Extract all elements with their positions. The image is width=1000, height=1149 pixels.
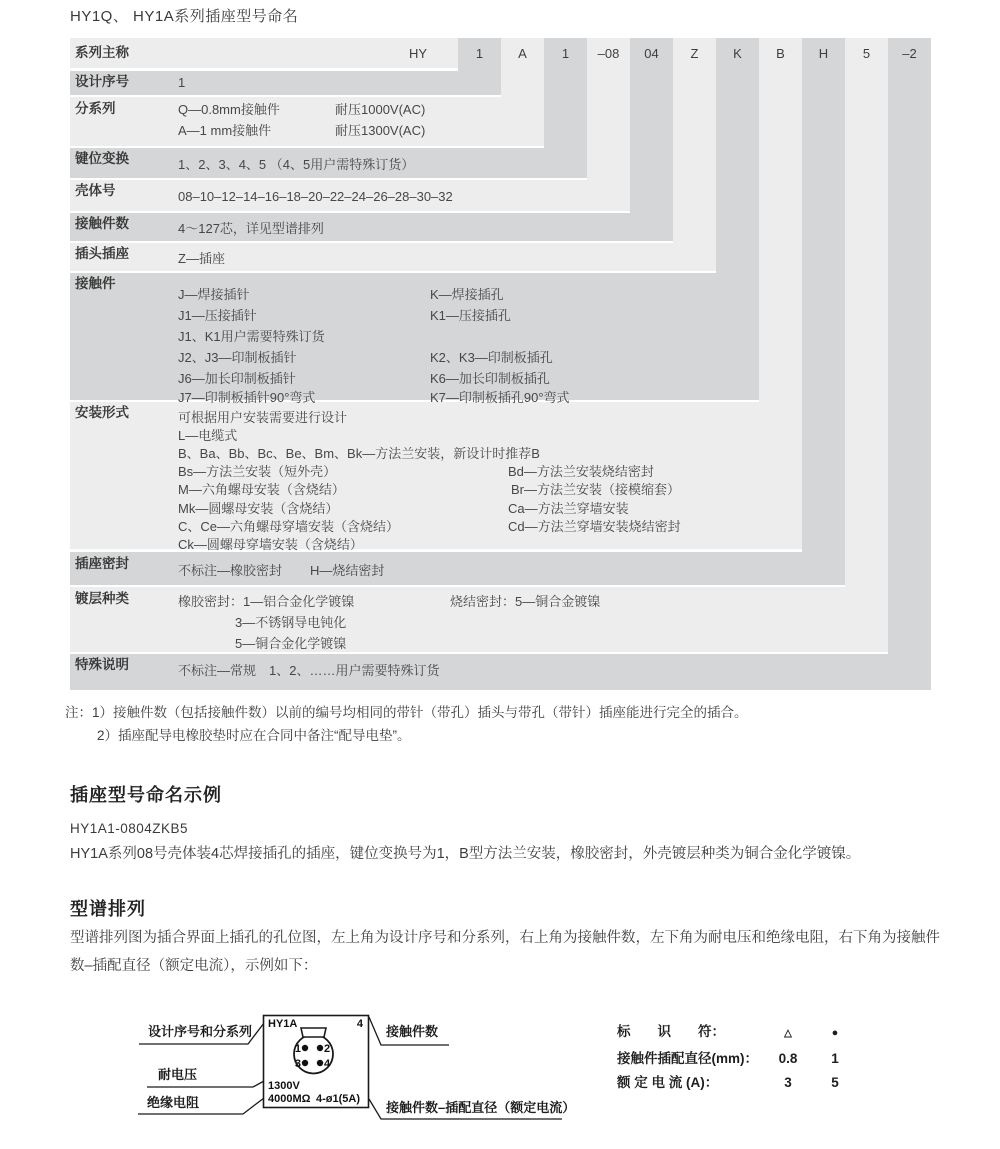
contact-type-line: K7—印制板插孔90°弯式 bbox=[430, 390, 570, 405]
special-note-value: 不标注—常规 1、2、……用户需要特殊订货 bbox=[178, 663, 440, 678]
label-withstand-voltage: 耐电压 bbox=[158, 1067, 198, 1082]
page-title: HY1Q、 HY1A系列插座型号命名 bbox=[70, 8, 299, 25]
connector-key-notch bbox=[301, 1028, 326, 1037]
contact-type-line: K1—压接插孔 bbox=[430, 308, 511, 323]
contact-type-line: J7—印制板插针90°弯式 bbox=[178, 390, 316, 405]
diagram-voltage-value: 1300V bbox=[268, 1080, 300, 1092]
key-position-value: 1、2、3、4、5 （4、5用户需特殊订货） bbox=[178, 157, 415, 172]
diagram-resistance-value: 4000MΩ bbox=[268, 1093, 311, 1105]
pin-dot bbox=[302, 1045, 308, 1051]
mounting-line: Ca—方法兰穿墙安装 bbox=[508, 501, 629, 516]
row-label-mounting: 安装形式 bbox=[75, 405, 129, 420]
contact-type-line: J2、J3—印制板插针 bbox=[178, 350, 297, 365]
code-part: 5 bbox=[862, 46, 871, 61]
footnote-2: 2）插座配导电橡胶垫时应在合同中备注“配导电垫”。 bbox=[97, 728, 411, 743]
mounting-line: B、Ba、Bb、Bc、Be、Bm、Bk—方法兰安装，新设计时推荐B bbox=[178, 446, 540, 461]
pin-number: 4 bbox=[324, 1058, 331, 1070]
plating-line: 3—不锈钢导电钝化 bbox=[235, 615, 347, 630]
code-part: K bbox=[733, 46, 742, 61]
contact-type-line: J1—压接插针 bbox=[178, 308, 257, 323]
row-label-key-position: 键位变换 bbox=[75, 151, 129, 166]
code-part: –08 bbox=[597, 46, 620, 61]
legend-diameter-label: 接触件插配直径(mm)： bbox=[617, 1051, 758, 1066]
example-model-number: HY1A1-0804ZKB5 bbox=[70, 821, 189, 836]
example-description: HY1A系列08号壳体装4芯焊接插孔的插座，键位变换号为1，B型方法兰安装，橡胶密封，外壳镀层种类为铜合金化学镀镍。 bbox=[70, 846, 861, 862]
pin-number: 1 bbox=[294, 1043, 301, 1055]
legend-triangle-symbol: △ bbox=[784, 1028, 792, 1039]
plating-line: 橡胶密封：1—铝合金化学镀镍 bbox=[178, 594, 355, 609]
code-part: 1 bbox=[475, 46, 484, 61]
code-part: Z bbox=[690, 46, 699, 61]
label-contact-spec: 接触件数–插配直径（额定电流） bbox=[386, 1100, 576, 1115]
row-label-contact-count: 接触件数 bbox=[75, 216, 129, 231]
code-part: –2 bbox=[902, 46, 917, 61]
shell-number-value: 08–10–12–14–16–18–20–22–24–26–28–30–32 bbox=[178, 189, 453, 204]
pin-number: 2 bbox=[324, 1043, 331, 1055]
pin-dot bbox=[317, 1045, 323, 1051]
sub-series-voltage: 耐压1000V(AC) bbox=[335, 102, 426, 117]
mounting-line: Bs—方法兰安装（短外壳） bbox=[178, 464, 337, 479]
row-label-sub-series: 分系列 bbox=[75, 101, 116, 116]
code-part: 1 bbox=[561, 46, 570, 61]
mounting-line: C、Ce—六角螺母穿墙安装（含烧结） bbox=[178, 519, 400, 534]
socket-seal-rubber: 不标注—橡胶密封 bbox=[178, 563, 283, 578]
legend-current-value: 3 bbox=[784, 1075, 792, 1090]
pin-dot bbox=[317, 1060, 323, 1066]
diagram-series-code: HY1A bbox=[268, 1018, 298, 1030]
pin-number: 3 bbox=[294, 1058, 301, 1070]
code-part-series: HY bbox=[408, 46, 428, 61]
row-label-plug-socket: 插头插座 bbox=[75, 246, 129, 261]
row-label-plating: 镀层种类 bbox=[75, 591, 129, 606]
legend-current-value: 5 bbox=[831, 1075, 839, 1090]
code-part: 04 bbox=[644, 46, 659, 61]
contact-type-line: K—焊接插孔 bbox=[430, 287, 504, 302]
mounting-line: Br—方法兰安装（接模缩套） bbox=[511, 482, 681, 497]
mounting-line: Ck—圆螺母穿墙安装（含烧结） bbox=[178, 537, 363, 552]
contact-type-line: J—焊接插针 bbox=[178, 287, 250, 302]
contact-count-value: 4～127芯，详见型谱排列 bbox=[178, 221, 324, 236]
legend-symbol-label: 标 识 符： bbox=[617, 1024, 725, 1039]
label-insulation-resistance: 绝缘电阻 bbox=[147, 1095, 200, 1110]
code-part: H bbox=[818, 46, 829, 61]
socket-seal-sintered: H—烧结密封 bbox=[310, 563, 385, 578]
legend-circle-symbol: ● bbox=[831, 1027, 839, 1039]
legend-diameter-value: 1 bbox=[831, 1051, 839, 1066]
plating-line: 烧结密封：5—铜合金镀镍 bbox=[450, 594, 601, 609]
contact-type-line: J1、K1用户需要特殊订货 bbox=[178, 329, 325, 344]
sub-series-line: A—1 mm接触件 bbox=[178, 123, 272, 138]
diagram-spec-value: 4-ø1(5A) bbox=[316, 1093, 361, 1105]
mounting-line: Mk—圆螺母安装（含烧结） bbox=[178, 501, 339, 516]
row-label-socket-seal: 插座密封 bbox=[75, 556, 129, 571]
row-label-design-serial: 设计序号 bbox=[75, 74, 129, 89]
pin-dot bbox=[302, 1060, 308, 1066]
example-heading: 插座型号命名示例 bbox=[70, 785, 222, 805]
contact-type-line: J6—加长印制板插针 bbox=[178, 371, 296, 386]
row-label-series-name: 系列主称 bbox=[75, 45, 129, 60]
plating-line: 5—铜合金化学镀镍 bbox=[235, 636, 347, 651]
mounting-line: M—六角螺母安装（含烧结） bbox=[178, 482, 345, 497]
plug-socket-value: Z—插座 bbox=[178, 251, 225, 266]
sub-series-line: Q—0.8mm接触件 bbox=[178, 102, 280, 117]
diagram-contact-count: 4 bbox=[356, 1018, 363, 1030]
design-serial-value: 1 bbox=[178, 75, 186, 90]
mounting-line: Bd—方法兰安装烧结密封 bbox=[508, 464, 654, 479]
contact-type-line: K2、K3—印制板插孔 bbox=[430, 350, 553, 365]
label-design-serial-series: 设计序号和分系列 bbox=[148, 1024, 253, 1039]
legend-diameter-value: 0.8 bbox=[778, 1051, 798, 1066]
mounting-line: Cd—方法兰穿墙安装烧结密封 bbox=[508, 519, 681, 534]
spectrum-heading: 型谱排列 bbox=[70, 899, 146, 919]
row-label-shell-number: 壳体号 bbox=[75, 183, 116, 198]
sub-series-voltage: 耐压1300V(AC) bbox=[335, 123, 426, 138]
row-label-special: 特殊说明 bbox=[75, 657, 129, 672]
mounting-line: 可根据用户安装需要进行设计 bbox=[178, 410, 348, 425]
code-part: A bbox=[518, 46, 527, 61]
mounting-line: L—电缆式 bbox=[178, 428, 238, 443]
code-part: B bbox=[776, 46, 785, 61]
row-label-contact-type: 接触件 bbox=[75, 276, 116, 291]
spectrum-description: 型谱排列图为插合界面上插孔的孔位图，左上角为设计序号和分系列，右上角为接触件数，左下角为耐电压和绝缘电阻，右下角为接触件数–插配直径（额定电流），示例如下： bbox=[70, 930, 940, 974]
footnote-1: 注：1）接触件数（包括接触件数）以前的编号均相同的带针（带孔）插头与带孔（带针）插座能进行完全的插合。 bbox=[65, 705, 748, 720]
label-contact-count: 接触件数 bbox=[386, 1024, 439, 1039]
legend-current-label: 额 定 电 流 (A)： bbox=[617, 1075, 719, 1090]
contact-type-line: K6—加长印制板插孔 bbox=[430, 371, 550, 386]
